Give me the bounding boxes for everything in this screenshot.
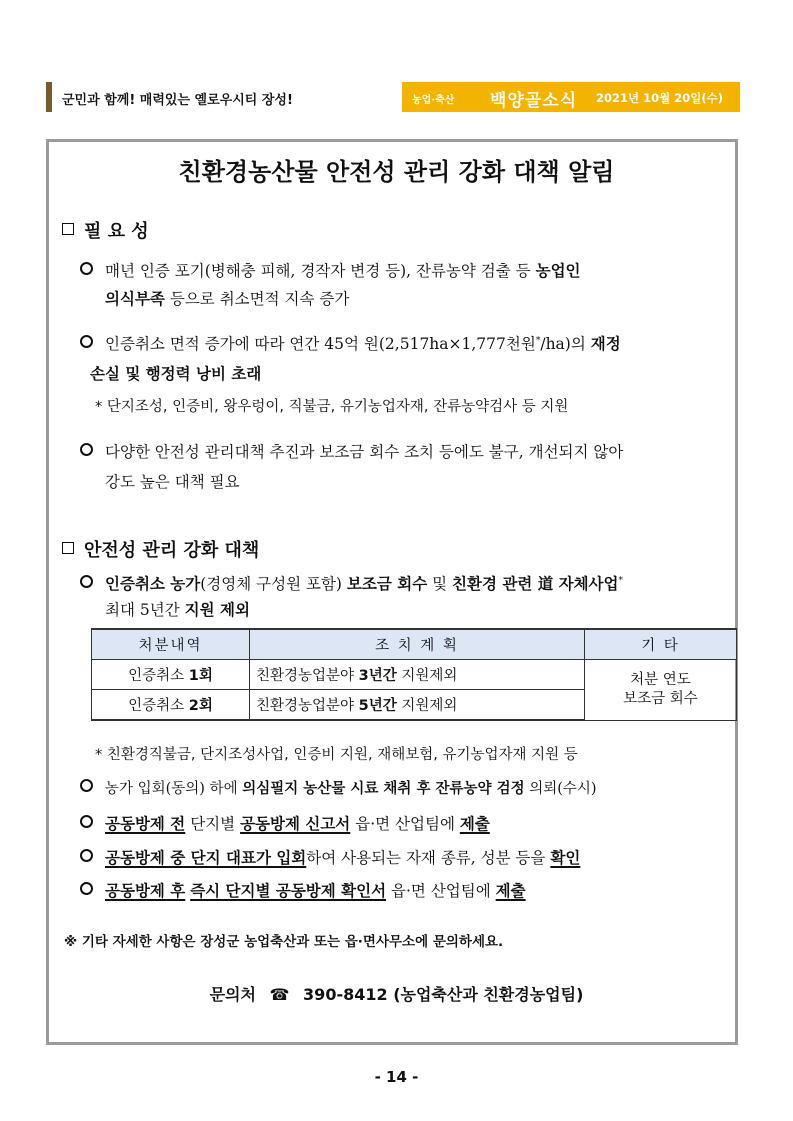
square-bullet-icon — [62, 542, 74, 554]
header-slogan: 군민과 함께! 매력있는 옐로우시티 장성! — [62, 93, 293, 108]
header-date: 2021년 10월 20일(수) — [596, 91, 723, 105]
table-note-cell: 처분 연도 보조금 회수 — [585, 660, 737, 721]
need-item-3-cont: 강도 높은 대책 필요 — [105, 473, 240, 491]
circle-bullet-icon — [80, 575, 93, 588]
sanction-table — [91, 628, 737, 721]
page-number: - 14 - — [374, 1068, 419, 1086]
circle-bullet-icon — [80, 443, 93, 456]
circle-bullet-icon — [80, 882, 93, 895]
inquiry-note: ※ 기타 자세한 사항은 장성군 농업축산과 또는 읍·면사무소에 문의하세요. — [64, 934, 504, 950]
measures-item-3: 공동방제 전 단지별 공동방제 신고서 읍·면 산업팀에 제출 — [80, 812, 490, 834]
header-badge — [402, 82, 740, 112]
need-item-2: 인증취소 면적 증가에 따라 연간 45억 원(2,517ha×1,777천원*/ha)의 재정 — [80, 332, 621, 354]
measures-item-5: 공동방제 후 즉시 단지별 공동방제 확인서 읍·면 산업팀에 제출 — [80, 879, 526, 901]
table-header-cell: 처분내역 — [92, 629, 250, 660]
table-header-row — [92, 629, 737, 660]
table-cell: 인증취소 2회 — [92, 690, 250, 721]
contact-number: 390-8412 (농업축산과 친환경농업팀) — [303, 985, 584, 1004]
header-section: 농업·축산 — [412, 95, 455, 106]
circle-bullet-icon — [80, 815, 93, 828]
need-item-1-cont: 의식부족 등으로 취소면적 지속 증가 — [105, 290, 350, 308]
circle-bullet-icon — [80, 262, 93, 275]
measures-footnote: * 친환경직불금, 단지조성사업, 인증비 지원, 재해보험, 유기농업자재 지원 등 — [95, 747, 578, 763]
section-heading-measures: 안전성 관리 강화 대책 — [62, 536, 259, 562]
page-title: 친환경농산물 안전성 관리 강화 대책 알림 — [178, 158, 615, 186]
circle-bullet-icon — [80, 335, 93, 348]
need-item-1: 매년 인증 포기(병해충 피해, 경작자 변경 등), 잔류농약 검출 등 농업인 — [80, 259, 581, 281]
measures-item-2: 농가 입회(동의) 하에 의심필지 농산물 시료 채취 후 잔류농약 검정 의뢰(수시) — [80, 777, 597, 798]
measures-item-4: 공동방제 중 단지 대표가 입회하여 사용되는 자재 종류, 성분 등을 확인 — [80, 846, 580, 868]
table-row — [92, 660, 737, 690]
circle-bullet-icon — [80, 779, 93, 792]
square-bullet-icon — [62, 223, 74, 235]
table-header-cell: 조 치 계 획 — [250, 629, 585, 660]
section-heading-need: 필 요 성 — [62, 217, 149, 243]
newsletter-header — [46, 82, 740, 112]
table-cell: 인증취소 1회 — [92, 660, 250, 690]
table-cell: 친환경농업분야 5년간 지원제외 — [250, 690, 585, 721]
newsletter-name: 백양골소식 — [490, 91, 578, 111]
table-cell: 친환경농업분야 3년간 지원제외 — [250, 660, 585, 690]
need-footnote: * 단지조성, 인증비, 왕우렁이, 직불금, 유기농업자재, 잔류농약검사 등 지원 — [95, 399, 569, 415]
phone-icon: ☎ — [269, 985, 290, 1004]
need-item-2-cont: 손실 및 행정력 낭비 초래 — [90, 365, 262, 383]
table-header-cell: 기 타 — [585, 629, 737, 660]
circle-bullet-icon — [80, 849, 93, 862]
measures-item-1-cont: 최대 5년간 지원 제외 — [105, 601, 250, 619]
measures-item-1: 인증취소 농가(경영체 구성원 포함) 보조금 회수 및 친환경 관련 道 자체사업* — [80, 572, 623, 594]
contact-line: 문의처 ☎ 390-8412 (농업축산과 친환경농업팀) — [209, 985, 584, 1004]
need-item-3: 다양한 안전성 관리대책 추진과 보조금 회수 조치 등에도 불구, 개선되지 않아 — [80, 440, 623, 462]
header-accent-bar — [46, 82, 52, 112]
